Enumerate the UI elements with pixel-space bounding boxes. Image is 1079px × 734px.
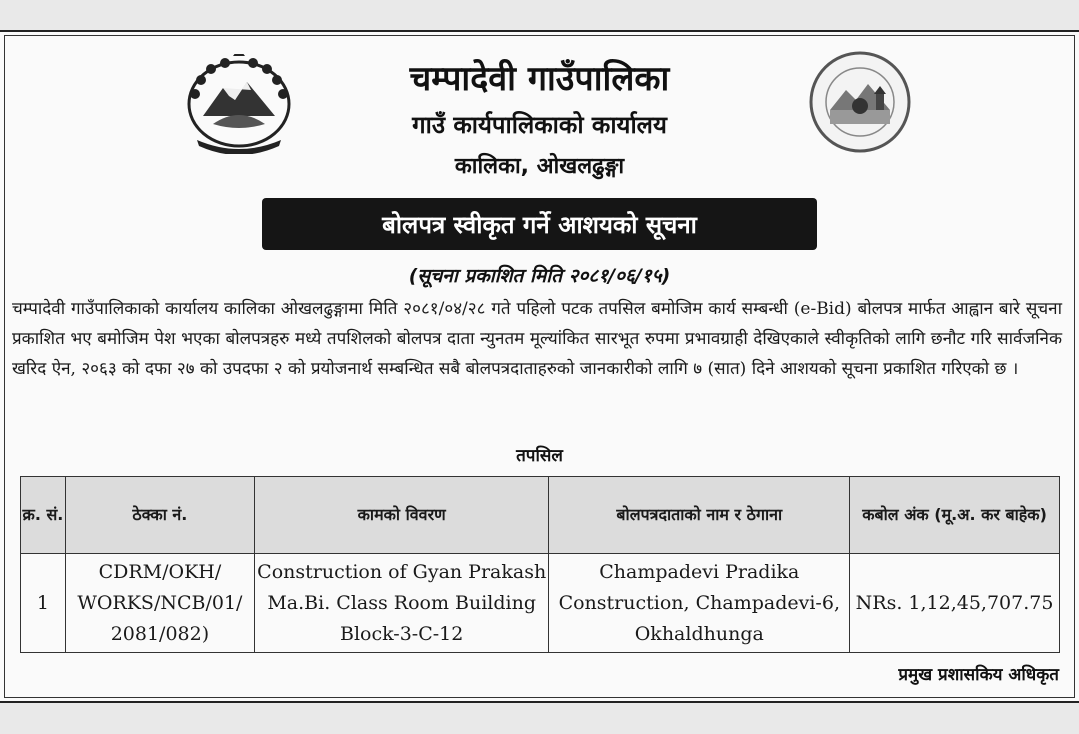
- office-location: कालिका, ओखलढुङ्गा: [454, 154, 625, 179]
- municipality-title: चम्पादेवी गाउँपालिका: [409, 59, 670, 99]
- table-header-row: [21, 477, 1060, 554]
- notice-page: [0, 30, 1079, 703]
- header-bidder: बोलपत्रदाताको नाम र ठेगाना: [549, 477, 850, 554]
- cell-sn: 1: [21, 554, 66, 653]
- table-row: [21, 554, 1060, 653]
- header-work-description: कामको विवरण: [254, 477, 549, 554]
- header-contract-no: ठेक्का नं.: [65, 477, 254, 554]
- cell-bidder: Champadevi Pradika Construction, Champadevi-6, Okhaldhunga: [549, 554, 850, 653]
- notice-heading-banner: बोलपत्र स्वीकृत गर्ने आशयको सूचना: [262, 198, 817, 250]
- notice-body: चम्पादेवी गाउँपालिकाको कार्यालय कालिका ओखलढुङ्गामा मिति २०८१/०४/२८ गते पहिलो पटक तपसिल बमोजिम कार्य सम्बन्धी (e-Bid) बोलपत्र मार्फत आह्वान बारे सूचना प्रकाशित भए बमोजिम पेश भएका बोलपत्रहरु मध्ये तपशिलको बोलपत्र दाता न्युनतम मूल्यांकित सारभूत रुपमा प्रभावग्राही देखिएकाले स्वीकृतिको लागि छनौट गरि सार्वजनिक खरिद ऐन, २०६३ को दफा २७ को उपदफा २ को प्रयोजनार्थ सम्बन्धित सबै बोलपत्रदाताहरुको जानकारीको लागि ७ (सात) दिने आशयको सूचना प्रकाशित गरिएको छ ।: [12, 299, 1062, 379]
- municipality-logo-icon: [808, 50, 912, 154]
- cell-bid-amount: NRs. 1,12,45,707.75: [850, 554, 1060, 653]
- signature-title: प्रमुख प्रशासकिय अधिकृत: [898, 665, 1059, 685]
- cell-work-description: Construction of Gyan Prakash Ma.Bi. Class Room Building Block-3-C-12: [254, 554, 549, 653]
- schedule-label: तपसिल: [516, 446, 563, 466]
- award-table: [20, 476, 1060, 653]
- publication-date: (सूचना प्रकाशित मिति २०८१/०६/१५): [408, 265, 671, 287]
- office-subtitle: गाउँ कार्यपालिकाको कार्यालय: [412, 111, 667, 139]
- cell-contract-no: CDRM/OKH/ WORKS/NCB/01/ 2081/082): [65, 554, 254, 653]
- header-sn: क्र. सं.: [21, 477, 66, 554]
- header-bid-amount: कबोल अंक (मू.अ. कर बाहेक): [850, 477, 1060, 554]
